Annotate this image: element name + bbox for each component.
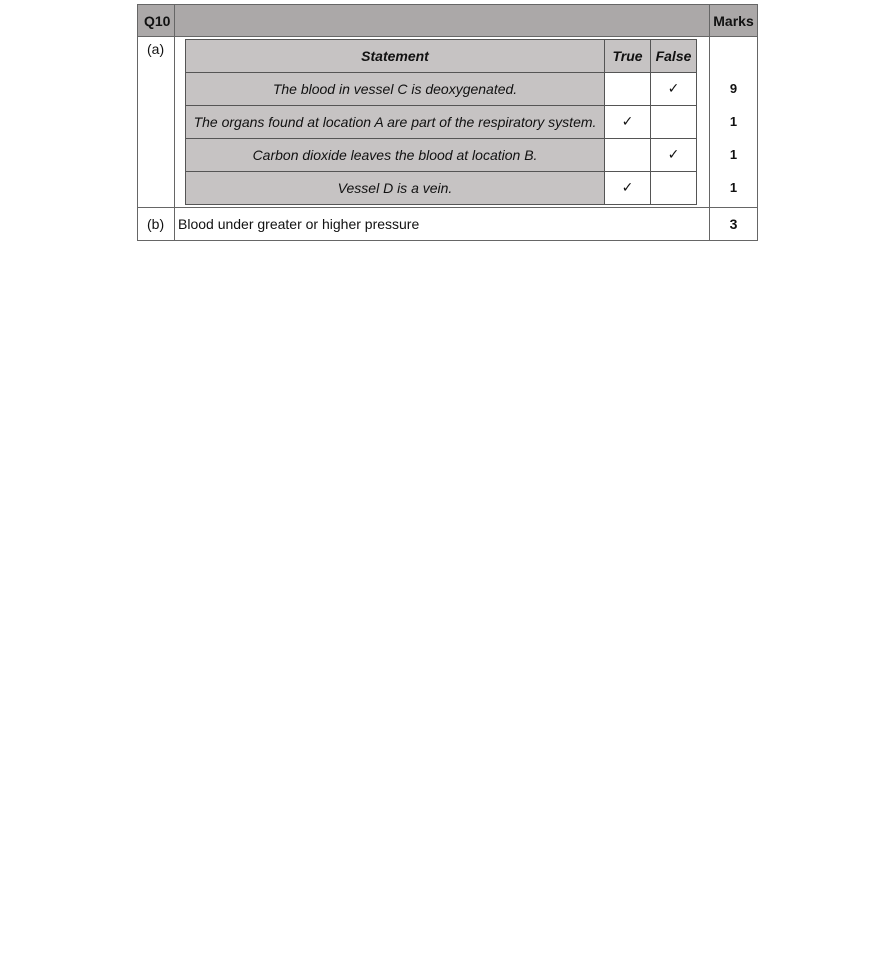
statement-text: Vessel D is a vein. — [186, 172, 605, 205]
part-b-mark: 3 — [710, 208, 758, 241]
table-row — [186, 139, 697, 172]
header-row — [138, 5, 758, 37]
false-header: False — [651, 40, 697, 73]
question-number: Q10 — [138, 5, 175, 37]
part-a-label: (a) — [138, 37, 175, 208]
part-a-content — [175, 37, 710, 208]
mark-scheme-table — [137, 4, 758, 241]
statement-text: Carbon dioxide leaves the blood at location B. — [186, 139, 605, 172]
row-mark: 1 — [729, 114, 738, 129]
true-header: True — [605, 40, 651, 73]
statement-header: Statement — [186, 40, 605, 73]
table-row — [186, 106, 697, 139]
false-tick: ✓ — [651, 139, 697, 172]
row-mark: 1 — [729, 147, 738, 162]
false-tick: ✓ — [651, 73, 697, 106]
marks-spacer — [710, 37, 757, 72]
true-tick: ✓ — [605, 172, 651, 205]
part-a-marks — [710, 37, 758, 208]
marks-header: Marks — [710, 5, 758, 37]
true-tick — [605, 139, 651, 172]
part-b-answer: Blood under greater or higher pressure — [175, 208, 710, 241]
statement-text: The organs found at location A are part of the respiratory system. — [186, 106, 605, 139]
table-row — [186, 172, 697, 205]
table-row — [186, 73, 697, 106]
statement-text: The blood in vessel C is deoxygenated. — [186, 73, 605, 106]
true-tick — [605, 73, 651, 106]
marks-stack — [710, 37, 757, 204]
part-b-row — [138, 208, 758, 241]
false-tick — [651, 172, 697, 205]
row-mark: 1 — [729, 180, 738, 195]
false-tick — [651, 106, 697, 139]
part-a-row — [138, 37, 758, 208]
mark-scheme — [137, 4, 757, 241]
row-mark: 9 — [729, 81, 738, 96]
header-blank — [175, 5, 710, 37]
statement-table — [185, 39, 697, 205]
statement-table-header — [186, 40, 697, 73]
part-b-label: (b) — [138, 208, 175, 241]
true-tick: ✓ — [605, 106, 651, 139]
